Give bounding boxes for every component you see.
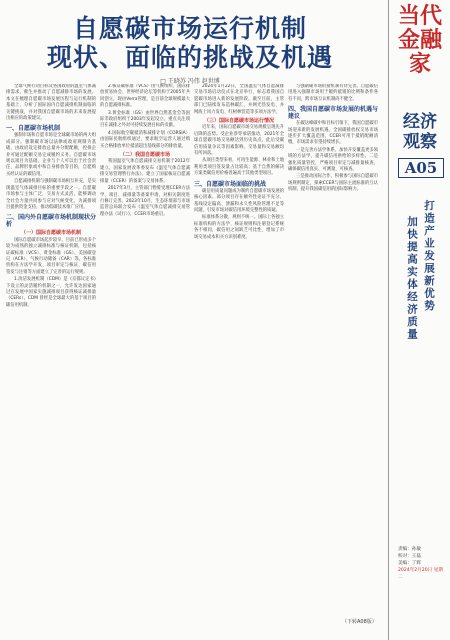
column-3 (194, 84, 284, 604)
paragraph: 一是完善方法学体系，加快开发覆盖更多领域的方法学，提升碳信用供给的多样性。二是强化质量管控，严格项目审定与减排量核查，确保碳信用真实、可测量、可核查。 (288, 147, 378, 173)
paragraph: 我国温室气体自愿减排交易机制于2012年建立，国家发展改革委发布《温室气体自愿减排交易管理暂行办法》，建立了国家核证自愿减排量（CCER）的备案与交易体系。 (100, 159, 190, 184)
paragraph: 1.清洁发展机制（CDM）是《京都议定书》下设立的灵活履约机制之一，允许发达国家通过在发展中国家实施减排项目获得核证减排量（CERs）。CDM 曾经是全球最大的基于项目的碳信用机制。 (6, 277, 96, 308)
newspaper-masthead: 当代金融家 (397, 3, 442, 77)
section-heading-4: 四、我国自愿碳市场发展的机遇与建议 (288, 106, 378, 121)
paragraph: 三是推动国际合作，积极参与国际自愿碳市场规则制定，探索CCER与国际主流标准的互认机制，提升我国碳信用的国际影响力。 (288, 174, 378, 193)
article-title (40, 14, 340, 72)
subsection-heading: （一）国际自愿碳市场机制 (20, 230, 81, 237)
paragraph: 4.国际航空碳抵消和减排计划（CORSIA）由国际民航组织通过，要求航空运营人通过购买合格排放单位抵消超出基线部分的排放量。 (100, 130, 190, 149)
title-line-1: 自愿碳市场运行机制 (72, 14, 307, 43)
paragraph: 3.黄金标准（GS）由世界自然基金会等国际非政府组织于2003年发起设立，重点关注项目在减排之外对可持续发展目标的贡献。 (100, 110, 190, 129)
paragraph: 强制市场和自愿市场是全球碳市场的两大组成部分。强制碳市场以法律或政府规制为基础，由政府设定排放总量并分配配额，控排企业可通过配额交易完成履约义务。自愿碳市场则以项目为基础，企业与个人可以出于社会责任、品牌形象或中和自身排放等目的，自愿购买经认证的碳信用。 (6, 133, 96, 177)
column-1 (6, 84, 96, 584)
paragraph: 2024年1月22日，全国温室气体自愿减排交易市场启动仪式在北京举行，标志着我国自愿碳市场进入新的发展阶段。截至目前，主管部门已陆续发布造林碳汇、并网光热发电、并网海上风力发电、红树林营造等多项方法学。 (194, 84, 284, 115)
paragraph: 近年来，国际自愿碳市场交易规模呈现先升后降的态势。受企业净零承诺推动，2021年全球自愿碳市场交易额达到历史高点，此后受碳信用质量争议等因素影响，交易量和交易额均有所回落。 (194, 125, 284, 157)
continued-note: （下转A08版） (342, 619, 377, 625)
page-meta (398, 546, 444, 581)
abstract: 全球气候行动目标及各国政府的温室气体减排需求，催生并推动了自愿减排市场的发展。本文在梳理自愿碳市场发展历程与运行机制的基础上，分析了国际国内自愿减排机制面临的关键挑战，并对我国自愿碳市场的未来发展提出相应的政策建议。 (6, 84, 96, 122)
subsection-heading: （二）我国自愿碳市场 (119, 152, 170, 159)
paragraph: 在碳达峰碳中和目标引领下，我国自愿碳市场迎来新的发展机遇。全国碳排放权交易市场逐步扩大覆盖范围，CCER可用于抵销配额清缴，市场需求有望持续增长。 (288, 121, 378, 146)
design-credit: 美编：丁辉 (398, 561, 421, 566)
paragraph: 2017年3月，主管部门暂缓受理CCER方法学、项目、减排量等备案申请，对相关制度进行修订完善。2023年10月，生态环境部与市场监管总局联合发布《温室气体自愿减排交易管理办法（试行）》，CCER市场重启。 (100, 186, 190, 217)
section-heading-1: 一、自愿碳市场机制 (6, 125, 61, 133)
paragraph: 与强制碳市场衔接机制有待完善。自愿碳信用进入强制市场用于履约抵销的比例和条件各有不同，跨市场互认机制尚不健全。 (288, 84, 378, 102)
proof-credit: 校对：王磊 (398, 554, 421, 559)
paragraph: 标准体系分散、规则不统一。国际上各独立标准机构的方法学、核证规则和注册登记系统各不相同，碳信用之间缺乏可比性，增加了市场交易成本和买方识别难度。 (194, 215, 284, 240)
section-heading-2: 二、国内外自愿碳市场机制现状分析 (6, 214, 96, 229)
subsection-heading: （三）国际自愿碳市场运行情况 (203, 118, 274, 125)
page-code: A05 (398, 158, 444, 178)
paragraph: 2.核证碳标准（VCS）由气候组织、国际排放贸易协会、世界经济论坛等机构于2005年共同创立，现由Verra管理，是目前全球规模最大的自愿减排标准。 (100, 84, 190, 109)
issue-date: 2024年2月20日 星期二 (398, 568, 443, 580)
section-rail (388, 0, 450, 640)
slogan-column-2: 加快提高实体经济质量 (406, 216, 418, 341)
editor-credit: 责编：孙敏 (398, 547, 421, 552)
column-2 (100, 84, 190, 604)
section-name: 经济观察 (403, 112, 437, 152)
column-4 (288, 84, 378, 604)
title-line-2: 现状、面临的挑战及机遇 (46, 43, 333, 72)
paragraph: 国际自愿碳市场起步较早，目前已形成多个较为成熟的独立减排标准与核证机制，包括核证碳标准（VCS）、黄金标准（GS）、美国碳登记（ACR）、气候行动储备（CAR）等。各标准机构在方法学开发、项目审定与核证、碳信用签发与注销等方面建立了完善的运行规则。 (6, 237, 96, 275)
article-authors: □ 王晓苏 冯伟 赵世博 (160, 78, 220, 85)
paragraph: 自愿减排机制与强制碳市场相互补充，是实现温室气体减排目标的重要手段之一。自愿碳市场参与主体广泛，交易方式灵活，能够调动全社会力量共同参与应对气候变化，为减排项目提供资金支持，推动低碳技术推广应用。 (6, 179, 96, 210)
section-heading-3: 三、自愿碳市场面临的挑战 (194, 180, 267, 188)
paragraph: 碳信用质量问题成为制约自愿碳市场发展的核心因素。部分项目存在额外性论证不充分、基线设定偏高、泄漏和永久性风险管理不足等问题，引发市场对碳信用环境完整性的质疑。 (194, 188, 284, 213)
slogan-column-1: 打造产业发展新优势 (423, 200, 435, 313)
paragraph: 从项目类型来看，可再生能源、林业和土地利用类项目签发量占比较高；基于自然的解决方案类碳信用价格普遍高于其他类型项目。 (194, 158, 284, 177)
